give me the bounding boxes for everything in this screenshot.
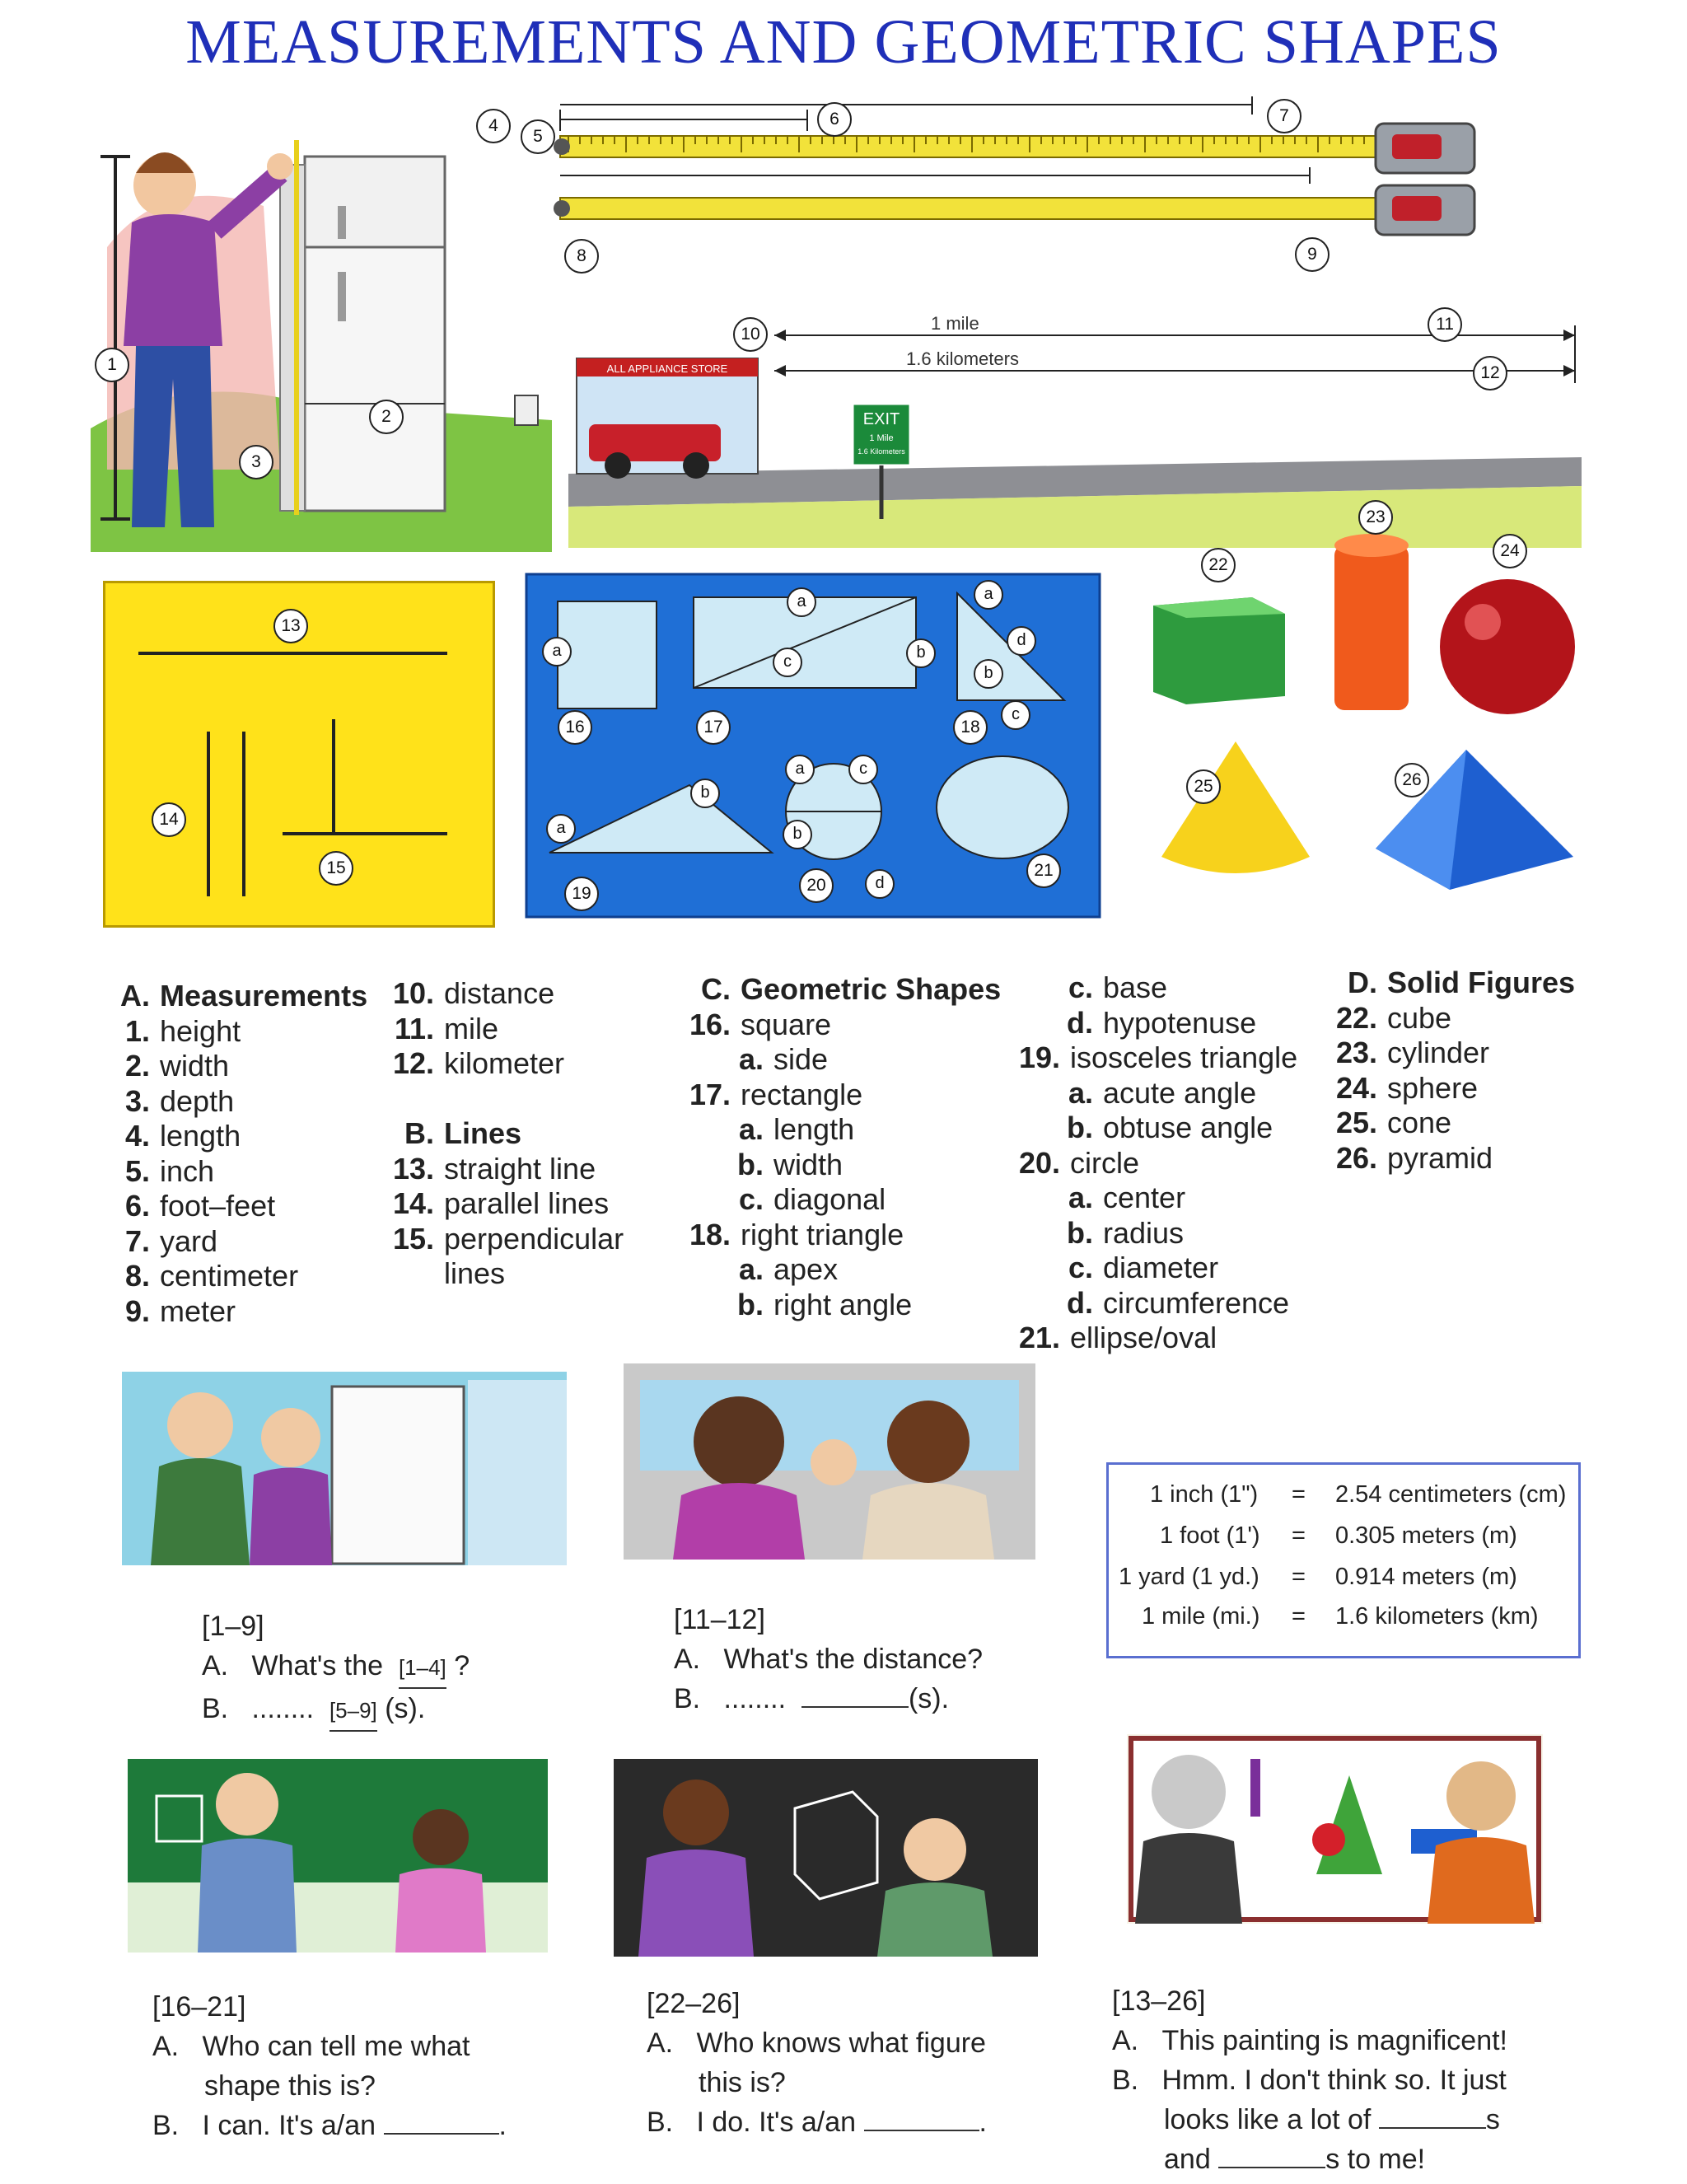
vocab-item — [1017, 1041, 1297, 1076]
line-end: ? — [454, 1650, 470, 1681]
line-text: Who can tell me what — [202, 2031, 470, 2062]
label-triangle-b: b — [974, 659, 1003, 689]
conversion-left-3: 1 yard (1 yd.) — [1119, 1564, 1259, 1590]
conversion-right-1: 2.54 centimeters (cm) — [1335, 1481, 1567, 1508]
distance-mile-label: 1 mile — [931, 313, 979, 334]
conversion-right-4: 1.6 kilometers (km) — [1335, 1603, 1539, 1630]
callout-13: 13 — [273, 609, 308, 643]
scene-classroom-shape — [128, 1759, 548, 1953]
vocab-measurements — [115, 979, 367, 1329]
label-rectangle-c: c — [773, 648, 802, 677]
vocab-item — [688, 1218, 1001, 1253]
vocab-term: kilometer — [444, 1046, 565, 1080]
page-title: MEASUREMENTS AND GEOMETRIC SHAPES — [185, 7, 1502, 77]
vocab-term: length — [160, 1119, 241, 1153]
vocab-term: perpendicular — [444, 1221, 624, 1256]
callout-17: 17 — [696, 710, 731, 745]
vocab-number: 13. — [392, 1151, 434, 1186]
vocab-number: 19. — [1018, 1041, 1060, 1074]
vocab-term: width — [773, 1147, 844, 1181]
line-text: Hmm. I don't think so. It just — [1161, 2065, 1507, 2096]
vocab-number: 24. — [1335, 1070, 1377, 1105]
callout-24: 24 — [1493, 534, 1527, 568]
vocab-item — [688, 1042, 1001, 1078]
vocab-item — [391, 1116, 624, 1152]
vocab-term: circumference — [1103, 1285, 1290, 1320]
vocab-item — [115, 1119, 367, 1154]
speaker-b: B. — [674, 1683, 701, 1714]
conversion-left-1: 1 inch (1") — [1150, 1481, 1259, 1508]
dialog-ref: [16–21] — [152, 1991, 246, 2023]
straight-line — [138, 652, 447, 655]
vocab-number: b. — [737, 1147, 764, 1181]
exit-sign-km: 1.6 Kilometers — [858, 447, 905, 456]
callout-3: 3 — [239, 445, 273, 479]
label-circle-b: b — [783, 820, 812, 849]
vocab-item — [115, 979, 367, 1014]
answer-blank — [384, 2133, 499, 2135]
dots: ........ — [723, 1683, 787, 1714]
exit-sign-title: EXIT — [862, 410, 900, 428]
ellipse-shape — [937, 756, 1068, 858]
speaker-a: A. — [202, 1650, 229, 1681]
dots: ........ — [251, 1693, 315, 1724]
vocab-item — [1334, 1141, 1575, 1176]
vocab-item — [391, 1256, 624, 1292]
callout-11: 11 — [1428, 307, 1462, 342]
line-text: What's the — [251, 1650, 384, 1681]
vocab-item — [1334, 966, 1575, 1001]
speaker-b: B. — [647, 2107, 674, 2138]
line-end: . — [498, 2110, 507, 2141]
vocab-item — [391, 1152, 624, 1187]
vocab-item — [391, 1186, 624, 1222]
callout-18: 18 — [953, 710, 988, 745]
vocab-term: lines — [444, 1256, 506, 1290]
answer-blank — [801, 1706, 909, 1708]
blank-ref: [5–9] — [329, 1691, 377, 1732]
vocab-number: C. — [701, 972, 731, 1006]
vocab-item — [688, 1252, 1001, 1288]
conversion-eq-4: = — [1292, 1603, 1306, 1630]
vocab-number: 20. — [1018, 1145, 1060, 1180]
vocab-number: a. — [1068, 1181, 1093, 1214]
speaker-b: B. — [152, 2110, 180, 2141]
vocab-number: 14. — [392, 1186, 434, 1220]
parallel-line-1 — [207, 732, 210, 896]
distance-km-label: 1.6 kilometers — [906, 348, 1019, 369]
vocab-number: b. — [1067, 1215, 1093, 1250]
vocab-number: 4. — [124, 1119, 150, 1153]
vocab-item — [391, 1082, 624, 1117]
callout-12: 12 — [1473, 356, 1507, 391]
vocab-number: 9. — [124, 1293, 150, 1328]
vocab-number: d. — [1067, 1285, 1093, 1320]
vocab-term: foot–feet — [160, 1189, 276, 1223]
vocab-term: pyramid — [1387, 1140, 1493, 1175]
vocab-item — [115, 1224, 367, 1260]
vocab-number: 6. — [124, 1189, 150, 1223]
callout-16: 16 — [558, 710, 592, 745]
vocab-number: D. — [1348, 966, 1377, 999]
vocab-number: b. — [737, 1287, 764, 1321]
vocab-term: cylinder — [1387, 1036, 1490, 1069]
callout-26: 26 — [1395, 763, 1429, 797]
vocab-term: apex — [773, 1252, 839, 1286]
vocab-heading: Solid Figures — [1387, 966, 1576, 999]
line-end: s to me! — [1325, 2144, 1426, 2175]
vocab-number: 22. — [1335, 1000, 1377, 1035]
vocab-term: ellipse/oval — [1070, 1321, 1217, 1354]
callout-25: 25 — [1186, 769, 1221, 804]
vocab-item — [1334, 1036, 1575, 1071]
line-text: What's the distance? — [723, 1644, 984, 1675]
vocab-item — [1017, 1181, 1297, 1216]
vocab-term: length — [773, 1112, 855, 1146]
shapes-panel — [525, 573, 1101, 919]
label-rectangle-b: b — [906, 638, 936, 668]
answer-blank — [1218, 2167, 1325, 2168]
vocab-item — [115, 1259, 367, 1294]
callout-10: 10 — [733, 317, 768, 352]
label-square-a: a — [542, 637, 572, 666]
vocab-heading: Geometric Shapes — [741, 972, 1002, 1006]
answer-blank — [864, 2130, 979, 2131]
vocab-item — [391, 1222, 624, 1257]
vocab-number: a. — [738, 1042, 764, 1076]
vocab-term: centimeter — [160, 1259, 299, 1293]
vocab-term: sphere — [1387, 1070, 1479, 1105]
vocab-item — [688, 1078, 1001, 1113]
vocab-item — [1017, 1216, 1297, 1251]
vocab-number: 5. — [124, 1153, 150, 1188]
line-text: and — [1164, 2144, 1211, 2175]
speaker-a: A. — [152, 2031, 180, 2062]
vocab-number: 12. — [392, 1046, 434, 1080]
vocab-distance-lines — [391, 976, 624, 1292]
callout-19: 19 — [564, 877, 599, 911]
vocab-term: yard — [160, 1223, 218, 1258]
conversion-eq-2: = — [1292, 1522, 1306, 1549]
vocab-term: right triangle — [741, 1217, 904, 1251]
line-text: I can. It's a/an — [202, 2110, 376, 2141]
vocab-number: c. — [1068, 1251, 1093, 1284]
parallel-line-2 — [242, 732, 245, 896]
vocab-number: d. — [1067, 1005, 1093, 1040]
dialog-shape — [152, 1987, 507, 2145]
vocab-term: rectangle — [741, 1077, 863, 1111]
vocab-term: radius — [1103, 1215, 1185, 1250]
callout-2: 2 — [369, 400, 404, 434]
callout-8: 8 — [564, 239, 599, 274]
tape-measures-illustration — [544, 95, 1516, 251]
vocab-number: 1. — [124, 1013, 150, 1048]
vocab-heading: Lines — [444, 1116, 522, 1150]
vocab-item — [115, 1084, 367, 1120]
vocab-term: base — [1103, 970, 1168, 1004]
scene-classroom-cube — [614, 1759, 1038, 1957]
conversion-left-2: 1 foot (1') — [1160, 1522, 1260, 1549]
vocab-number: 17. — [689, 1077, 731, 1111]
vocab-number: a. — [1068, 1075, 1093, 1110]
vocab-term: width — [160, 1049, 230, 1083]
vocab-item — [1334, 1106, 1575, 1141]
conversion-right-2: 0.305 meters (m) — [1335, 1522, 1517, 1549]
vocab-number: c. — [738, 1182, 764, 1216]
vocab-number: 18. — [689, 1217, 731, 1251]
callout-6: 6 — [817, 102, 852, 137]
vocab-item — [115, 1154, 367, 1190]
vocab-number: 25. — [1335, 1106, 1377, 1139]
vocab-term: diagonal — [773, 1182, 886, 1216]
line-end: s — [1485, 2104, 1500, 2135]
scene-measuring-refrigerator — [122, 1372, 567, 1565]
vocab-heading: Measurements — [160, 979, 368, 1012]
vocab-item — [1017, 1286, 1297, 1321]
vocab-item — [688, 1182, 1001, 1218]
vocab-item — [1017, 1251, 1297, 1286]
vocab-item — [1334, 1001, 1575, 1036]
label-isosceles-b: b — [690, 779, 720, 808]
vocab-number: 16. — [689, 1007, 731, 1041]
vocab-item — [115, 1189, 367, 1224]
vocab-number: B. — [404, 1116, 434, 1150]
vocab-number: 7. — [124, 1223, 150, 1258]
line-text: This painting is magnificent! — [1161, 2025, 1508, 2056]
dialog-ref: [13–26] — [1112, 1985, 1206, 2017]
vocab-item — [391, 1046, 624, 1082]
refrigerator-illustration — [91, 107, 552, 552]
perpendicular-line-horizontal — [283, 832, 447, 835]
line-end: . — [979, 2107, 987, 2138]
callout-15: 15 — [319, 851, 353, 886]
vocab-term: acute angle — [1103, 1075, 1257, 1110]
vocab-term: cone — [1387, 1106, 1452, 1139]
dialog-ref: [22–26] — [647, 1988, 741, 2019]
vocab-term: meter — [160, 1293, 236, 1328]
scene-painting — [1127, 1734, 1543, 1924]
vocab-number: 3. — [124, 1083, 150, 1118]
exit-sign-mile: 1 Mile — [869, 433, 894, 443]
vocab-term: center — [1103, 1181, 1186, 1214]
vocab-number: c. — [1068, 970, 1093, 1004]
speaker-b: B. — [1112, 2065, 1139, 2096]
conversion-eq-1: = — [1292, 1481, 1306, 1508]
callout-21: 21 — [1026, 853, 1061, 888]
vocab-term: cube — [1387, 1000, 1452, 1035]
vocab-item — [688, 972, 1001, 1008]
vocab-item — [1017, 1146, 1297, 1181]
vocab-item — [115, 1049, 367, 1084]
dialog-ref: [1–9] — [202, 1611, 264, 1642]
callout-9: 9 — [1295, 237, 1330, 272]
square-shape — [558, 601, 657, 709]
vocab-term: hypotenuse — [1103, 1005, 1257, 1040]
conversion-table — [1106, 1462, 1581, 1658]
vocab-number: a. — [738, 1112, 764, 1146]
callout-5: 5 — [521, 119, 555, 154]
vocab-term: distance — [444, 976, 555, 1010]
vocab-term: height — [160, 1013, 241, 1048]
vocab-term: straight line — [444, 1151, 596, 1186]
label-circle-d: d — [865, 869, 895, 899]
callout-14: 14 — [152, 802, 186, 837]
vocab-term: mile — [444, 1011, 499, 1045]
vocab-term: depth — [160, 1083, 235, 1118]
conversion-right-3: 0.914 meters (m) — [1335, 1564, 1517, 1590]
speaker-a: A. — [674, 1644, 701, 1675]
vocab-item — [688, 1008, 1001, 1043]
vocab-solid-figures — [1334, 966, 1575, 1176]
callout-23: 23 — [1358, 500, 1393, 535]
speaker-a: A. — [1112, 2025, 1139, 2056]
blank-ref: [1–4] — [399, 1648, 446, 1689]
scene-car-distance — [624, 1363, 1035, 1560]
vocab-number: 26. — [1335, 1140, 1377, 1175]
vocab-term: square — [741, 1007, 832, 1041]
vocab-item — [1017, 1321, 1297, 1356]
vocab-item — [1017, 1076, 1297, 1111]
vocab-item — [391, 1012, 624, 1047]
label-triangle-d: d — [1007, 626, 1036, 656]
conversion-left-4: 1 mile (mi.) — [1142, 1603, 1260, 1630]
line-end: (s). — [385, 1693, 426, 1724]
label-isosceles-a: a — [546, 814, 576, 844]
vocab-geometric-shapes — [688, 972, 1001, 1322]
vocab-term: side — [773, 1042, 829, 1076]
vocab-term: inch — [160, 1153, 215, 1188]
vocab-item — [688, 1288, 1001, 1323]
vocab-number: 10. — [392, 976, 434, 1010]
dialog-figure — [647, 1984, 987, 2142]
answer-blank — [1379, 2127, 1486, 2129]
vocab-item — [688, 1112, 1001, 1148]
vocab-number: 11. — [394, 1011, 434, 1045]
vocab-number: 15. — [392, 1221, 434, 1256]
callout-4: 4 — [476, 109, 511, 143]
vocab-item — [391, 976, 624, 1012]
speaker-a: A. — [647, 2027, 674, 2059]
vocab-term: diameter — [1103, 1251, 1219, 1284]
vocab-number: 21. — [1018, 1321, 1060, 1354]
vocab-number: 8. — [124, 1259, 150, 1293]
dialog-distance — [674, 1600, 983, 1719]
callout-22: 22 — [1201, 548, 1236, 582]
label-circle-c: c — [848, 755, 878, 784]
vocab-item — [115, 1294, 367, 1330]
vocab-number: A. — [120, 979, 150, 1012]
vocab-item — [1017, 1006, 1297, 1041]
vocab-item — [115, 1014, 367, 1050]
vocab-item — [1334, 1071, 1575, 1106]
vocab-number: a. — [738, 1252, 764, 1286]
dialog-painting — [1112, 1981, 1507, 2179]
vocab-term: circle — [1070, 1145, 1140, 1180]
callout-20: 20 — [799, 868, 834, 903]
vocab-shapes-continued — [1017, 970, 1297, 1356]
vocab-item — [688, 1148, 1001, 1183]
vocab-item — [1017, 970, 1297, 1006]
label-rectangle-a: a — [787, 587, 816, 617]
vocab-number: 23. — [1335, 1036, 1377, 1069]
vocab-term: parallel lines — [444, 1186, 610, 1220]
label-triangle-a: a — [974, 580, 1003, 610]
line-text: shape this is? — [204, 2070, 376, 2102]
line-text: I do. It's a/an — [696, 2107, 857, 2138]
vocab-item — [1017, 1111, 1297, 1146]
dialog-ref: [11–12] — [674, 1604, 765, 1635]
vocab-number: b. — [1067, 1111, 1093, 1144]
line-text: looks like a lot of — [1164, 2104, 1372, 2135]
dialog-measurements — [202, 1606, 470, 1732]
vocab-term: right angle — [773, 1287, 913, 1321]
store-sign: ALL APPLIANCE STORE — [606, 362, 728, 375]
line-text: this is? — [699, 2067, 786, 2098]
callout-1: 1 — [95, 348, 129, 382]
line-end: (s). — [908, 1683, 950, 1714]
vocab-term: isosceles triangle — [1070, 1041, 1298, 1074]
perpendicular-line-vertical — [332, 719, 335, 835]
vocab-number: 2. — [124, 1049, 150, 1083]
conversion-eq-3: = — [1292, 1564, 1306, 1590]
line-text: Who knows what figure — [696, 2027, 986, 2059]
vocab-term: obtuse angle — [1103, 1111, 1273, 1144]
label-circle-a: a — [785, 755, 815, 784]
callout-7: 7 — [1267, 99, 1301, 133]
speaker-b: B. — [202, 1693, 229, 1724]
label-triangle-c: c — [1001, 700, 1030, 730]
